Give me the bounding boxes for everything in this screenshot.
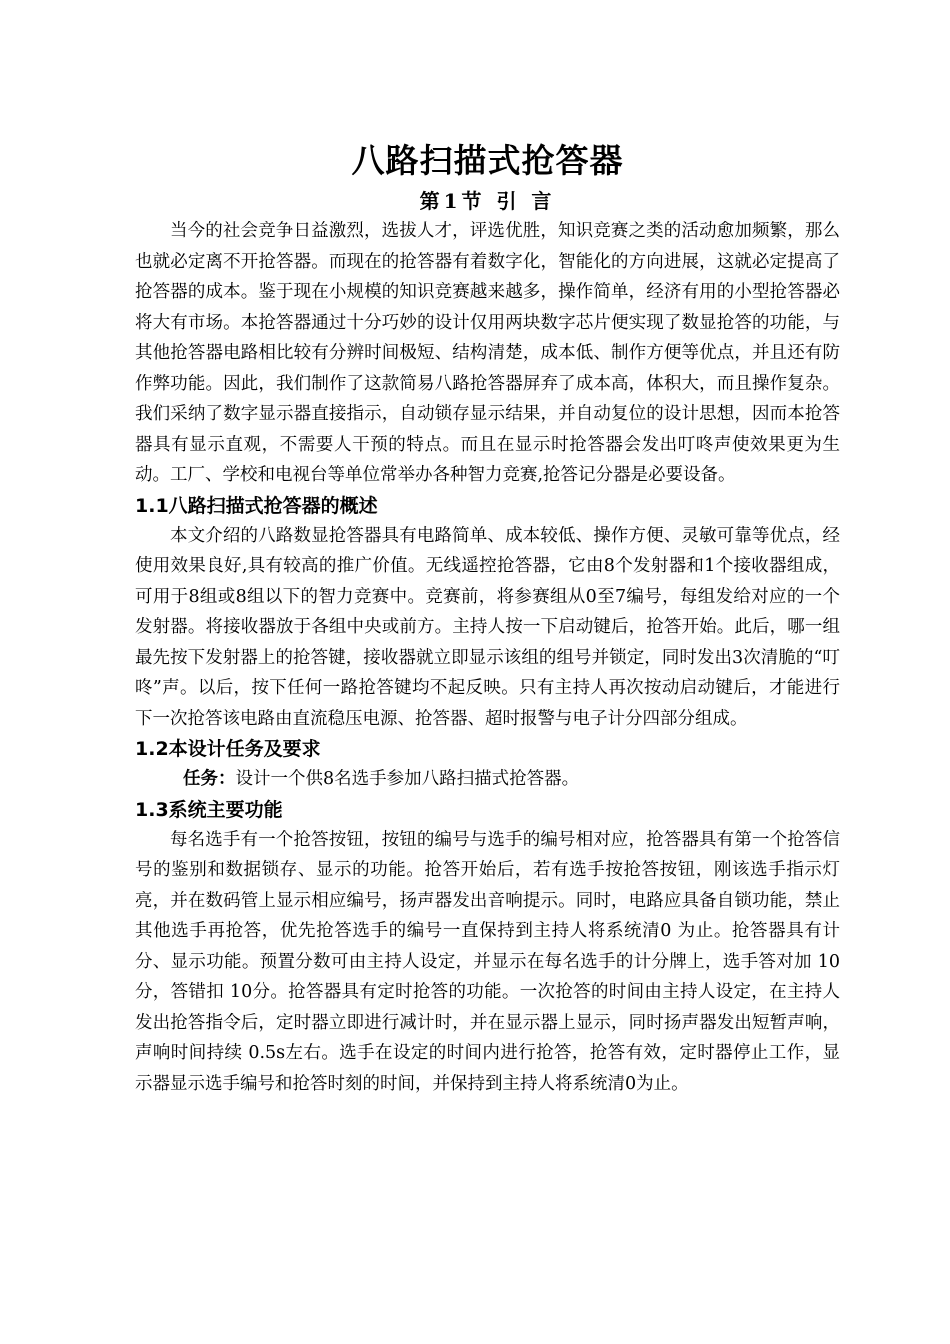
section-heading-functions: 1.3系统主要功能	[135, 798, 283, 821]
document-content	[135, 128, 840, 1099]
chapter-title: 第1节 引 言	[419, 189, 556, 213]
section-heading-task: 1.2本设计任务及要求	[135, 738, 321, 760]
overview-paragraph: 本文介绍的八路数显抢答器具有电路简单、成本较低、操作方便、灵敏可靠等优点，经使用效果良好,具有较高的推广价值。无线遥控抢答器，它由8个发射器和1个接收器组成，可用于8组或8组以下的智力竞赛中。竞赛前，将参赛组从0至7编号，每组发给对应的一个发射器。将接收器放于各组中央或前方。主持人按一下启动键后，抢答开始。此后，哪一组最先按下发射器上的抢答键，接收器就立即显示该组的组号并锁定，同时发出3次清脆的“叮咚”声。以后，按下任何一路抢答键均不起反映。只有主持人再次按动启动键后，才能进行下一次抢答该电路由直流稳压电源、抢答器、超时报警与电子计分四部分组成。	[135, 525, 840, 729]
task-label: 任务：	[183, 769, 236, 789]
document-title: 八路扫描式抢答器	[351, 141, 624, 180]
functions-paragraph: 每名选手有一个抢答按钮，按钮的编号与选手的编号相对应，抢答器具有第一个抢答信号的鉴别和数据锁存、显示的功能。抢答开始后，若有选手按抢答按钮，刚该选手指示灯亮，并在数码管上显示相应编号，扬声器发出音响提示。同时，电路应具备自锁功能，禁止其他选手再抢答，优先抢答选手的编号一直保持到主持人将系统清0 为止。抢答器具有计分、显示功能。预置分数可由主持人设定，并显示在每名选手的计分牌上，选手答对加 10分，答错扣 10分。抢答器具有定时抢答的功能。一次抢答的时间由主持人设定，在主持人发出抢答指令后，定时器立即进行减计时，并在显示器上显示，同时扬声器发出短暂声响，声响时间持续 0.5s左右。选手在设定的时间内进行抢答，抢答有效，定时器停止工作，显示器显示选手编号和抢答时刻的时间，并保持到主持人将系统清0为止。	[135, 829, 840, 1094]
section-heading-overview: 1.1八路扫描式抢答器的概述	[135, 494, 378, 517]
task-text: 设计一个供8名选手参加八路扫描式抢答器。	[235, 769, 580, 789]
task-line	[135, 764, 840, 795]
intro-paragraph: 当今的社会竞争日益激烈，选拔人才，评选优胜，知识竞赛之类的活动愈加频繁，那么也就必定离不开抢答器。而现在的抢答器有着数字化，智能化的方向进展，这就必定提高了抢答器的成本。鉴于现在小规模的知识竞赛越来越多，操作简单，经济有用的小型抢答器必将大有市场。本抢答器通过十分巧妙的设计仅用两块数字芯片便实现了数显抢答的功能，与其他抢答器电路相比较有分辨时间极短、结构清楚，成本低、制作方便等优点，并且还有防作弊功能。因此，我们制作了这款简易八路抢答器屏弃了成本高，体积大，而且操作复杂。我们采纳了数字显示器直接指示，自动锁存显示结果，并自动复位的设计思想，因而本抢答器具有显示直观，不需要人干预的特点。而且在显示时抢答器会发出叮咚声使效果更为生动。工厂、学校和电视台等单位常举办各种智力竞赛,抢答记分器是必要设备。	[135, 221, 840, 485]
